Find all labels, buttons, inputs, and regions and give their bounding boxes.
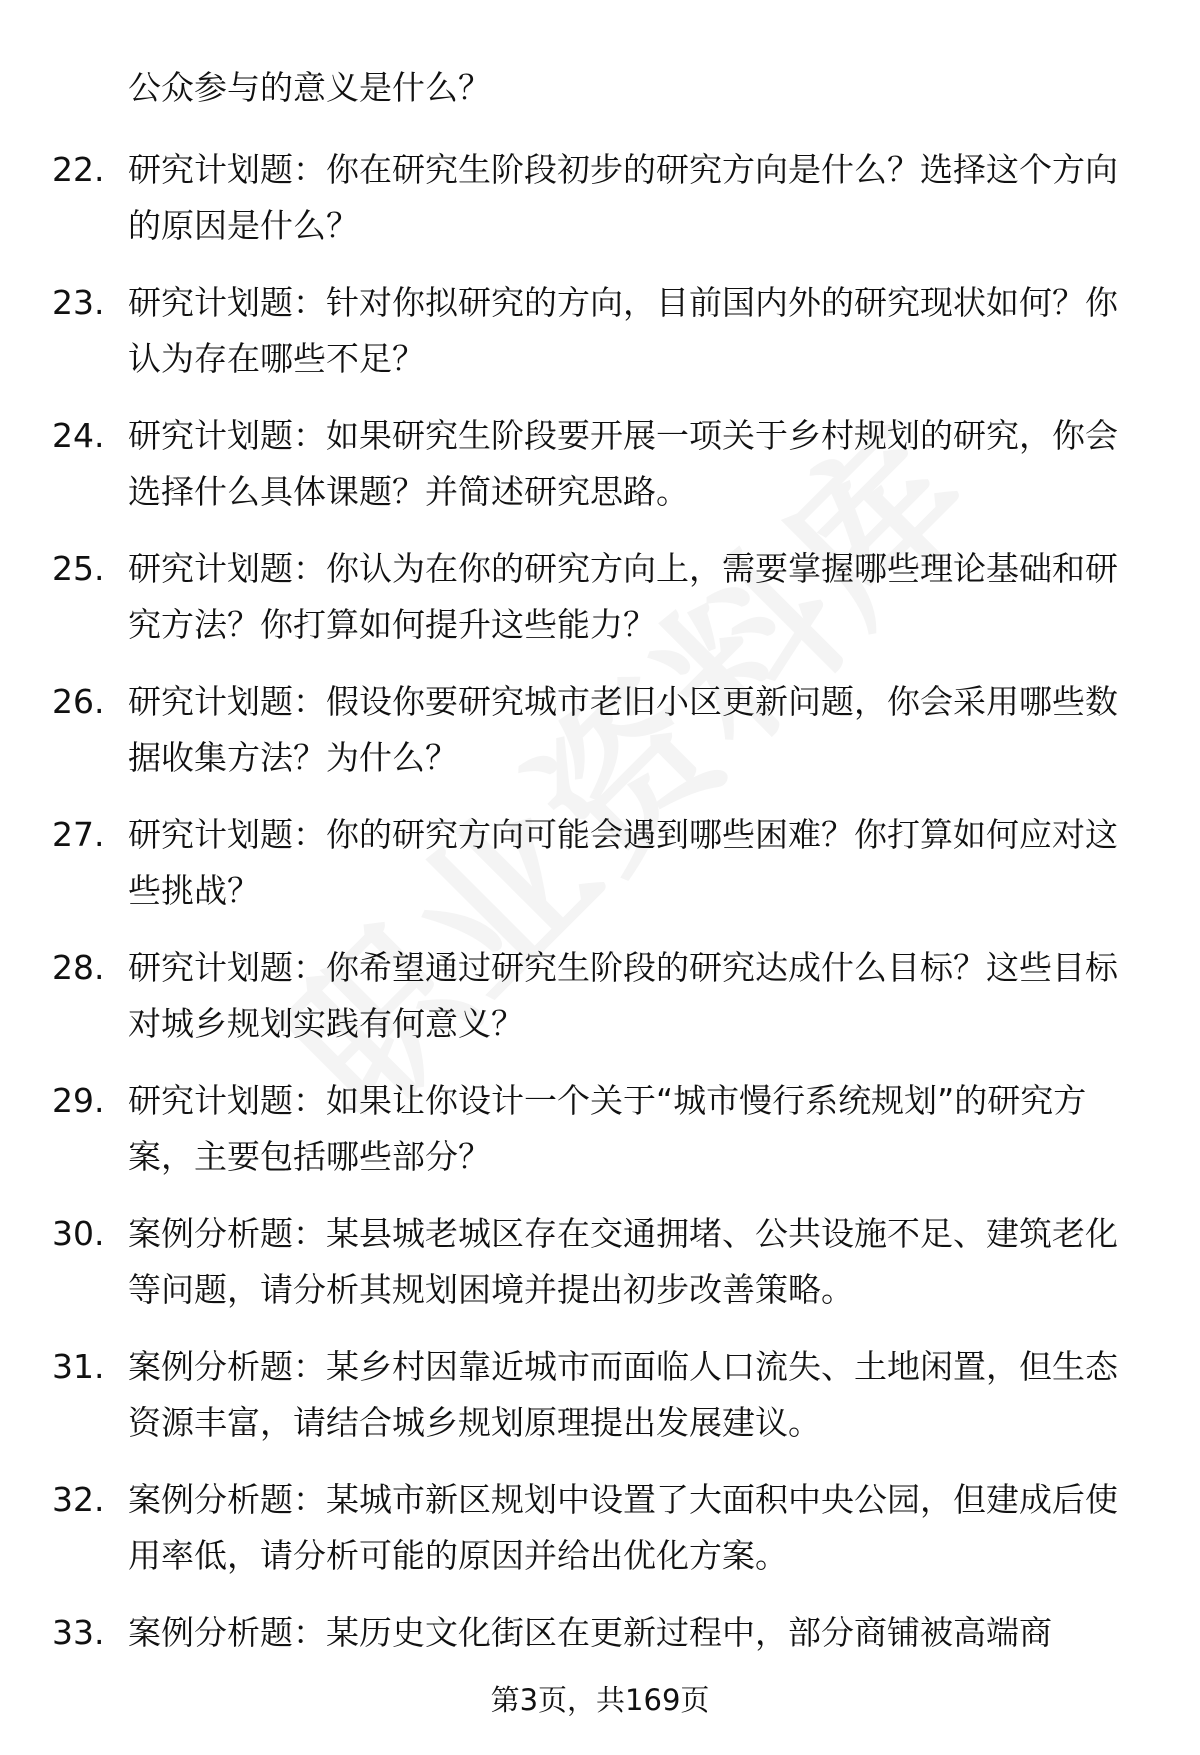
question-text: 研究计划题：假设你要研究城市老旧小区更新问题，你会采用哪些数据收集方法？为什么？	[128, 682, 1118, 777]
question-number: 23.	[52, 283, 105, 322]
question-text: 案例分析题：某城市新区规划中设置了大面积中央公园，但建成后使用率低，请分析可能的原因并给出优化方案。	[128, 1480, 1118, 1575]
question-item-31	[0, 1339, 1200, 1472]
question-item-28	[0, 940, 1200, 1073]
question-number: 29.	[52, 1081, 105, 1120]
question-item-25	[0, 541, 1200, 674]
question-text: 研究计划题：针对你拟研究的方向，目前国内外的研究现状如何？你认为存在哪些不足？	[128, 283, 1118, 378]
question-text: 研究计划题：你的研究方向可能会遇到哪些困难？你打算如何应对这些挑战？	[128, 815, 1118, 910]
question-text: 案例分析题：某历史文化街区在更新过程中，部分商铺被高端商	[128, 1613, 1052, 1652]
question-number: 28.	[52, 948, 105, 987]
question-item-22	[0, 142, 1200, 275]
question-number: 30.	[52, 1214, 105, 1253]
question-text: 案例分析题：某县城老城区存在交通拥堵、公共设施不足、建筑老化等问题，请分析其规划困境并提出初步改善策略。	[128, 1214, 1118, 1309]
question-item-27	[0, 807, 1200, 940]
question-item-23	[0, 275, 1200, 408]
question-text: 案例分析题：某乡村因靠近城市而面临人口流失、土地闲置，但生态资源丰富，请结合城乡规划原理提出发展建议。	[128, 1347, 1118, 1442]
question-number: 33.	[52, 1613, 105, 1652]
continuation-text: 公众参与的意义是什么？	[128, 68, 491, 107]
question-number: 32.	[52, 1480, 105, 1519]
question-item-24	[0, 408, 1200, 541]
question-text: 研究计划题：如果研究生阶段要开展一项关于乡村规划的研究，你会选择什么具体课题？并简述研究思路。	[128, 416, 1118, 511]
question-text: 研究计划题：你希望通过研究生阶段的研究达成什么目标？这些目标对城乡规划实践有何意义？	[128, 948, 1118, 1043]
question-text: 研究计划题：你在研究生阶段初步的研究方向是什么？选择这个方向的原因是什么？	[128, 150, 1118, 245]
question-number: 26.	[52, 682, 105, 721]
question-number: 24.	[52, 416, 105, 455]
question-text: 研究计划题：你认为在你的研究方向上，需要掌握哪些理论基础和研究方法？你打算如何提升这些能力？	[128, 549, 1118, 644]
question-item-32	[0, 1472, 1200, 1605]
question-number: 31.	[52, 1347, 105, 1386]
question-item-29	[0, 1073, 1200, 1206]
question-number: 27.	[52, 815, 105, 854]
page-footer: 第3页，共169页	[490, 1683, 710, 1717]
question-list	[0, 142, 1200, 1738]
question-number: 22.	[52, 150, 105, 189]
question-text: 研究计划题：如果让你设计一个关于“城市慢行系统规划”的研究方案，主要包括哪些部分？	[128, 1081, 1087, 1176]
question-item-30	[0, 1206, 1200, 1339]
question-number: 25.	[52, 549, 105, 588]
question-item-26	[0, 674, 1200, 807]
